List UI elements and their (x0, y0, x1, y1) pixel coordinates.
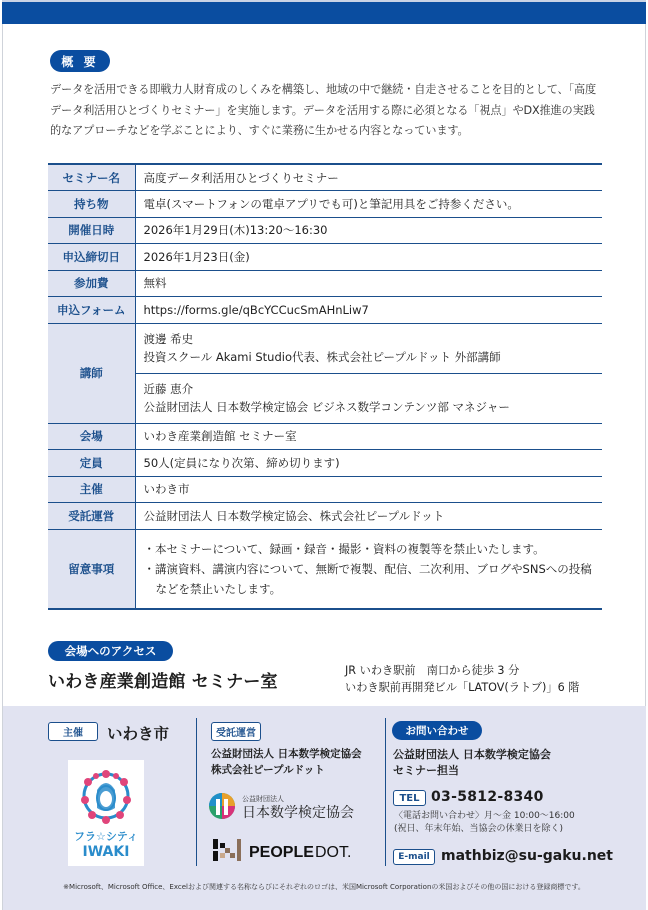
overview-paragraph: データを活用できる即戦力人財育成のしくみを構築し、地域の中で継続・自走させることを目的として、「高度データ利活用ひとづくりセミナー」を実施します。データを活用する際に必須となる「視点」やDX推進の実践的なアプローチなどを学ぶことにより、すぐに業務に生かせる内容となっています。 (50, 83, 597, 137)
lecturer-2 (135, 373, 602, 423)
lecturer-name: 近藤 恵介 (143, 382, 194, 396)
table-row (48, 323, 602, 373)
row-label: 留意事項 (48, 529, 135, 609)
seminar-name: 高度データ利活用ひとづくりセミナー (135, 164, 602, 191)
row-label: 申込締切日 (48, 244, 135, 271)
row-label: 定員 (48, 450, 135, 477)
peopledot-logo-icon (213, 839, 373, 861)
phone-number[interactable]: 03-5812-8340 (431, 789, 544, 805)
table-row (48, 217, 602, 244)
organizer: いわき市 (135, 476, 602, 503)
email-tag: E-mail (393, 849, 435, 865)
table-row (48, 503, 602, 530)
jmac-logo (209, 791, 359, 821)
row-label: 申込フォーム (48, 297, 135, 324)
hours-line-2: (祝日、年末年始、当協会の休業日を除く) (394, 824, 564, 834)
row-label: セミナー名 (48, 164, 135, 191)
lecturer-title: 投資スクール Akami Studio代表、株式会社ピープルドット 外部講師 (143, 350, 501, 364)
participation-fee: 無料 (135, 270, 602, 297)
peopledot-logo (213, 839, 373, 861)
svg-text:公益財団法人: 公益財団法人 (242, 795, 284, 803)
capacity: 50人(定員になり次第、締め切ります) (135, 450, 602, 477)
email-address[interactable]: mathbiz@su-gaku.net (441, 848, 613, 864)
row-label: 主催 (48, 476, 135, 503)
svg-text:日本数学検定協会: 日本数学検定協会 (242, 805, 354, 821)
top-header-band (2, 2, 646, 24)
row-label: 持ち物 (48, 191, 135, 218)
operator-tag: 受託運営 (211, 722, 261, 741)
application-deadline: 2026年1月23日(金) (135, 244, 602, 271)
row-label: 講師 (48, 323, 135, 423)
operator: 公益財団法人 日本数学検定協会、株式会社ピープルドット (135, 503, 602, 530)
phone-hours (394, 810, 575, 836)
row-label: 会場 (48, 423, 135, 450)
iwaki-logo (68, 760, 144, 866)
address-line-1: JR いわき駅前 南口から徒歩 3 分 (345, 664, 520, 677)
items-to-bring: 電卓(スマートフォンの電卓アプリでも可)と筆記用具をご持参ください。 (135, 191, 602, 218)
address-line-2: いわき駅前再開発ビル「LATOV(ラトブ)」6 階 (345, 681, 580, 694)
venue-address (345, 662, 579, 696)
contact-line-2: セミナー担当 (393, 764, 459, 777)
lecturer-title: 公益財団法人 日本数学検定協会 ビジネス数学コンテンツ部 マネジャー (143, 400, 510, 414)
hours-line-1: 〈電話お問い合わせ〉月〜金 10:00〜16:00 (394, 811, 575, 821)
host-tag: 主催 (48, 722, 98, 741)
host-name: いわき市 (107, 725, 170, 743)
trademark-disclaimer: ※Microsoft、Microsoft Office、Excelおよび関連する名称ならびにそれぞれのロゴは、米国Microsoft Corporationの米国およびその他の国における登録商標です。 (63, 883, 585, 891)
row-label: 参加費 (48, 270, 135, 297)
seminar-info-table (48, 163, 602, 610)
row-label: 開催日時 (48, 217, 135, 244)
table-row (48, 450, 602, 477)
contact-line-1: 公益財団法人 日本数学検定協会 (393, 748, 551, 761)
column-divider (196, 718, 197, 866)
table-row (48, 297, 602, 324)
access-heading: 会場へのアクセス (48, 641, 173, 661)
row-label: 受託運営 (48, 503, 135, 530)
event-datetime: 2026年1月29日(木)13:20〜16:30 (135, 217, 602, 244)
lecturer-1 (135, 323, 602, 373)
operator-line-2: 株式会社ピープルドット (211, 764, 325, 776)
lecturer-name: 渡邊 希史 (143, 332, 194, 346)
table-row (48, 164, 602, 191)
jmac-logo-icon (209, 791, 359, 821)
venue-title: いわき産業創造館 セミナー室 (48, 672, 278, 692)
table-row (48, 423, 602, 450)
svg-text:DOT.: DOT. (315, 844, 352, 861)
contact-org (393, 747, 551, 779)
application-form-link[interactable]: https://forms.gle/qBcYCCucSmAHnLiw7 (135, 297, 602, 324)
table-row (48, 529, 602, 609)
hula-city-iwaki-logo-icon (68, 760, 144, 866)
operator-line-1: 公益財団法人 日本数学検定協会 (211, 748, 362, 760)
notes (135, 529, 602, 609)
svg-text:PEOPLE: PEOPLE (249, 844, 314, 861)
operator-orgs (211, 746, 362, 778)
contact-heading: お問い合わせ (392, 721, 482, 740)
column-divider (385, 718, 386, 866)
table-row (48, 191, 602, 218)
venue: いわき産業創造館 セミナー室 (135, 423, 602, 450)
tel-tag: TEL (393, 790, 426, 806)
svg-text:IWAKI: IWAKI (82, 844, 130, 860)
table-row (48, 244, 602, 271)
table-row (48, 270, 602, 297)
table-row (48, 476, 602, 503)
note-item: ・講演資料、講演内容について、無断で複製、配信、二次利用、ブログやSNSへの投稿などを禁止いたします。 (143, 561, 592, 596)
overview-heading: 概 要 (50, 50, 110, 72)
note-item: ・本セミナーについて、録画・録音・撮影・資料の複製等を禁止いたします。 (143, 541, 545, 556)
svg-text:フラ☆シティ: フラ☆シティ (74, 830, 138, 843)
